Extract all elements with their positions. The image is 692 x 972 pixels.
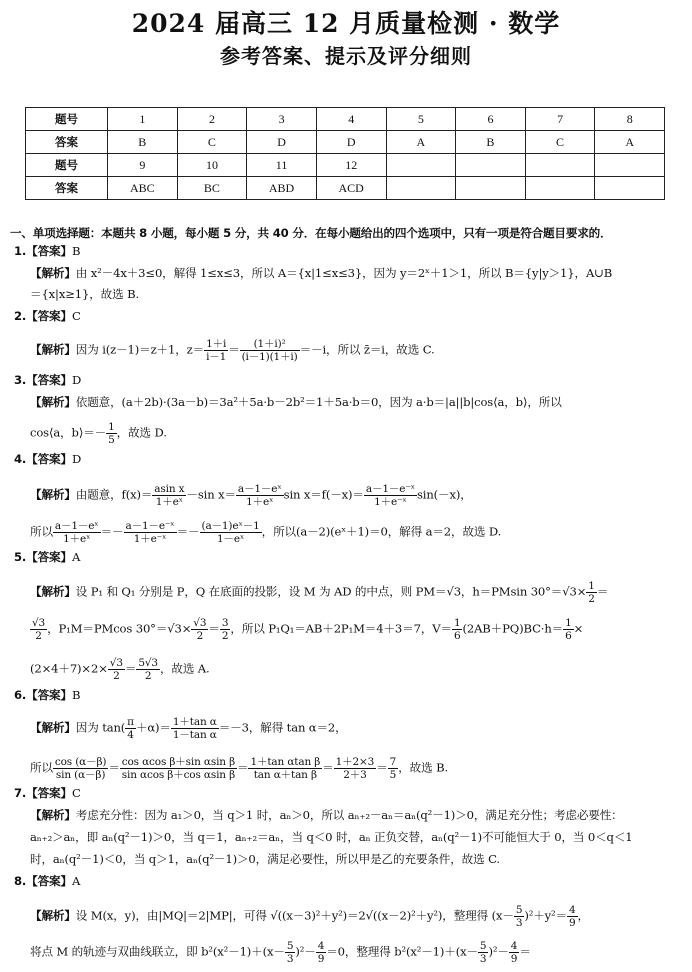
fraction: $\frac{√3}{2}$ bbox=[193, 617, 207, 642]
analysis-line: 【解析】因为 tan( $\frac{\pi}{4}$ ＋α)＝ $\frac{\text{1＋tan α}}{\text{1－tan α}}$ ＝－3，解得 tan α＝2， bbox=[30, 716, 347, 741]
table-cell: 7 bbox=[525, 108, 595, 131]
row-label: 答案 bbox=[26, 177, 108, 200]
analysis-line: 将点 M 的轨迹与双曲线联立，即 b²(x²－1)＋(x－ $\frac{5}{3}$ )²－ $\frac{4}{9}$ ＝0，整理得 b²(x²－1)＋(x－ $\frac{5}{3}$ )²－ $\frac{4}{9}$ ＝ bbox=[30, 940, 531, 965]
fraction: $\frac{\text{1＋tan αtan β}}{\text{tan α＋tan β}}$ bbox=[250, 756, 321, 781]
table-cell bbox=[525, 177, 595, 200]
table-cell bbox=[386, 177, 456, 200]
analysis-line: aₙ₊₂＞aₙ，即 aₙ(q²－1)＞0，当 q＝1，aₙ₊₂＝aₙ，当 q＜0 时，aₙ 正负交替，aₙ(q²－1)不可能恒大于 0，当 0＜q＜1 bbox=[30, 830, 633, 844]
table-row bbox=[26, 154, 665, 177]
table-row bbox=[26, 131, 665, 154]
fraction: $\frac{\text{1＋tan α}}{\text{1－tan α}}$ bbox=[172, 716, 217, 741]
table-cell: 9 bbox=[108, 154, 178, 177]
fraction: $\frac{1}{5}$ bbox=[108, 421, 115, 446]
section-heading: 一、单项选择题：本题共 8 小题，每小题 5 分，共 40 分．在每小题给出的四个选项中，只有一项是符合题目要求的． bbox=[10, 226, 612, 240]
table-cell: ACD bbox=[316, 177, 386, 200]
fraction: $\frac{5}{3}$ bbox=[515, 904, 523, 929]
analysis-line: 时，aₙ(q²－1)＜0，当 q＞1，aₙ(q²－1)＞0，满足必要性，所以甲是乙的充要条件，故选 C. bbox=[30, 852, 500, 866]
question-answer-line: 5.【答案】A bbox=[14, 550, 81, 564]
question-answer-line: 1.【答案】B bbox=[14, 244, 81, 258]
analysis-line: 所以 $\frac{\text{a－1－eˣ}}{\text{1＋eˣ}}$ ＝－ $\frac{\text{a－1－e⁻ˣ}}{\text{1＋e⁻ˣ}}$ ＝－ $\frac{\text{(a－1)eˣ－1}}{\text{1－eˣ}}$ ，所以(a－2)(eˣ＋1)＝0，解得 a＝2，故选 D. bbox=[30, 520, 502, 545]
fraction: $\frac{5√3}{2}$ bbox=[138, 657, 158, 682]
fraction: $\frac{\text{a－1－e⁻ˣ}}{\text{1＋e⁻ˣ}}$ bbox=[365, 483, 415, 508]
fraction: $\frac{5}{3}$ bbox=[479, 940, 487, 965]
fraction: $\frac{\text{a－1－e⁻ˣ}}{\text{1＋e⁻ˣ}}$ bbox=[125, 520, 175, 545]
fraction: $\frac{√3}{2}$ bbox=[32, 617, 46, 642]
table-cell bbox=[456, 154, 526, 177]
table-cell: 5 bbox=[386, 108, 456, 131]
fraction: $\frac{\text{(a－1)eˣ－1}}{\text{1－eˣ}}$ bbox=[201, 520, 260, 545]
analysis-line: 【解析】考虑充分性：因为 a₁＞0，当 q＞1 时，aₙ＞0，所以 aₙ₊₂－aₙ＝aₙ(q²－1)＞0，满足充分性；考虑必要性： bbox=[30, 808, 623, 822]
fraction: $\frac{3}{2}$ bbox=[221, 617, 229, 642]
question-answer-line: 3.【答案】D bbox=[14, 373, 82, 387]
fraction: $\frac{\pi}{4}$ bbox=[127, 716, 134, 741]
fraction: $\frac{\text{asin x}}{\text{1＋eˣ}}$ bbox=[154, 483, 185, 508]
table-cell: 1 bbox=[108, 108, 178, 131]
question-answer-line: 2.【答案】C bbox=[14, 309, 81, 323]
fraction: $\frac{\text{(1＋i)²}}{(i-1)(1+i)}$ bbox=[241, 338, 298, 363]
table-row bbox=[26, 108, 665, 131]
question-answer-line: 4.【答案】D bbox=[14, 452, 82, 466]
analysis-line: 【解析】设 P₁ 和 Q₁ 分别是 P，Q 在底面的投影，设 M 为 AD 的中点，则 PM＝√3，h＝PMsin 30°＝√3× $\frac{1}{2}$ ＝ bbox=[30, 580, 609, 605]
table-cell: 4 bbox=[316, 108, 386, 131]
fraction: $\frac{4}{9}$ bbox=[317, 940, 325, 965]
analysis-line: 【解析】因为 i(z－1)＝z＋1，z＝ $\frac{1+i}{i-1}$ ＝ $\frac{\text{(1＋i)²}}{(i-1)(1+i)}$ ＝－i，所以 z̄＝i，故选 C. bbox=[30, 338, 435, 363]
table-cell: ABD bbox=[247, 177, 317, 200]
table-cell: C bbox=[525, 131, 595, 154]
fraction: $\frac{\text{a－1－eˣ}}{\text{1＋eˣ}}$ bbox=[54, 520, 99, 545]
analysis-line: (2×4＋7)×2× $\frac{√3}{2}$ ＝ $\frac{5√3}{2}$ ，故选 A. bbox=[30, 657, 210, 682]
table-cell: C bbox=[177, 131, 247, 154]
fraction: $\frac{√3}{2}$ bbox=[109, 657, 123, 682]
table-cell: 11 bbox=[247, 154, 317, 177]
row-label: 题号 bbox=[26, 154, 108, 177]
table-row bbox=[26, 177, 665, 200]
table-cell bbox=[456, 177, 526, 200]
row-label: 答案 bbox=[26, 131, 108, 154]
page-title: 2024 届高三 12 月质量检测 · 数学 bbox=[131, 9, 561, 38]
fraction: $\frac{7}{5}$ bbox=[389, 756, 397, 781]
table-cell: 6 bbox=[456, 108, 526, 131]
fraction: $\frac{4}{9}$ bbox=[569, 904, 576, 929]
fraction: $\frac{\text{cos αcos β＋sin αsin β}}{\text{sin αcos β＋cos αsin β}}$ bbox=[121, 756, 236, 781]
fraction: $\frac{5}{3}$ bbox=[286, 940, 294, 965]
fraction: $\frac{\text{a－1－eˣ}}{\text{1＋eˣ}}$ bbox=[237, 483, 282, 508]
table-cell: 3 bbox=[247, 108, 317, 131]
table-cell: 2 bbox=[177, 108, 247, 131]
table-cell: B bbox=[108, 131, 178, 154]
table-cell: D bbox=[316, 131, 386, 154]
table-cell: BC bbox=[177, 177, 247, 200]
question-answer-line: 8.【答案】A bbox=[14, 874, 81, 888]
answer-table bbox=[25, 107, 665, 200]
question-answer-line: 6.【答案】B bbox=[14, 688, 81, 702]
page-subtitle: 参考答案、提示及评分细则 bbox=[220, 44, 472, 68]
analysis-line: ＝{x|x≥1}，故选 B. bbox=[30, 287, 139, 301]
table-cell: 8 bbox=[595, 108, 665, 131]
fraction: $\frac{1}{6}$ bbox=[453, 617, 461, 642]
table-cell: D bbox=[247, 131, 317, 154]
fraction: $\frac{1+i}{i-1}$ bbox=[206, 338, 227, 363]
table-cell bbox=[525, 154, 595, 177]
analysis-line: 【解析】由题意，f(x)＝ $\frac{\text{asin x}}{\text{1＋eˣ}}$ －sin x＝ $\frac{\text{a－1－eˣ}}{\text{1＋eˣ}}$ sin x＝f(－x)＝ $\frac{\text{a－1－e⁻ˣ}}{\text{1＋e⁻ˣ}}$ sin(－x)， bbox=[30, 483, 472, 508]
analysis-line: cos⟨a，b⟩＝－ $\frac{1}{5}$ ，故选 D. bbox=[30, 421, 167, 446]
row-label: 题号 bbox=[26, 108, 108, 131]
table-cell: A bbox=[595, 131, 665, 154]
analysis-line: $\frac{√3}{2}$ ，P₁M＝PMcos 30°＝√3× $\frac{√3}{2}$ ＝ $\frac{3}{2}$ ，所以 P₁Q₁＝AB＋2P₁M＝4＋3＝7，V＝ $\frac{1}{6}$ (2AB＋PQ)BC·h＝ $\frac{1}{6}$ × bbox=[32, 617, 584, 642]
table-cell: A bbox=[386, 131, 456, 154]
table-cell: 10 bbox=[177, 154, 247, 177]
fraction: $\frac{\cos (\alpha-\beta)}{\sin (\alpha-\beta)}$ bbox=[54, 756, 107, 781]
table-cell: ABC bbox=[108, 177, 178, 200]
table-cell: 12 bbox=[316, 154, 386, 177]
analysis-line: 【解析】设 M(x，y)，由|MQ|＝2|MP|，可得 √((x－3)²＋y²)＝2√((x－2)²＋y²)，整理得 (x－ $\frac{5}{3}$ )²＋y²＝ $\frac{4}{9}$ ， bbox=[30, 904, 589, 929]
analysis-line: 【解析】由 x²－4x＋3≤0，解得 1≤x≤3，所以 A＝{x|1≤x≤3}，因为 y＝2ˣ＋1＞1，所以 B＝{y|y＞1}，A∪B bbox=[30, 266, 613, 280]
table-cell bbox=[386, 154, 456, 177]
fraction: $\frac{4}{9}$ bbox=[510, 940, 518, 965]
table-cell bbox=[595, 177, 665, 200]
fraction: $\frac{1}{2}$ bbox=[588, 580, 595, 605]
fraction: $\frac{1+2\times 3}{2+3}$ bbox=[335, 756, 375, 781]
question-answer-line: 7.【答案】C bbox=[14, 786, 81, 800]
fraction: $\frac{1}{6}$ bbox=[565, 617, 572, 642]
analysis-line: 【解析】依题意，(a＋2b)·(3a－b)＝3a²＋5a·b－2b²＝1＋5a·b＝0，因为 a·b＝|a||b|cos⟨a，b⟩，所以 bbox=[30, 395, 562, 409]
table-cell: B bbox=[456, 131, 526, 154]
table-cell bbox=[595, 154, 665, 177]
analysis-line: 所以 $\frac{\cos (\alpha-\beta)}{\sin (\alpha-\beta)}$ ＝ $\frac{\text{cos αcos β＋sin αsin β}}{\text{sin αcos β＋cos αsin β}}$ ＝ $\frac{\text{1＋tan αtan β}}{\text{tan α＋tan β}}$ ＝ $\frac{1+2\times 3}{2+3}$ ＝ $\frac{7}{5}$ ，故选 B. bbox=[30, 756, 448, 781]
